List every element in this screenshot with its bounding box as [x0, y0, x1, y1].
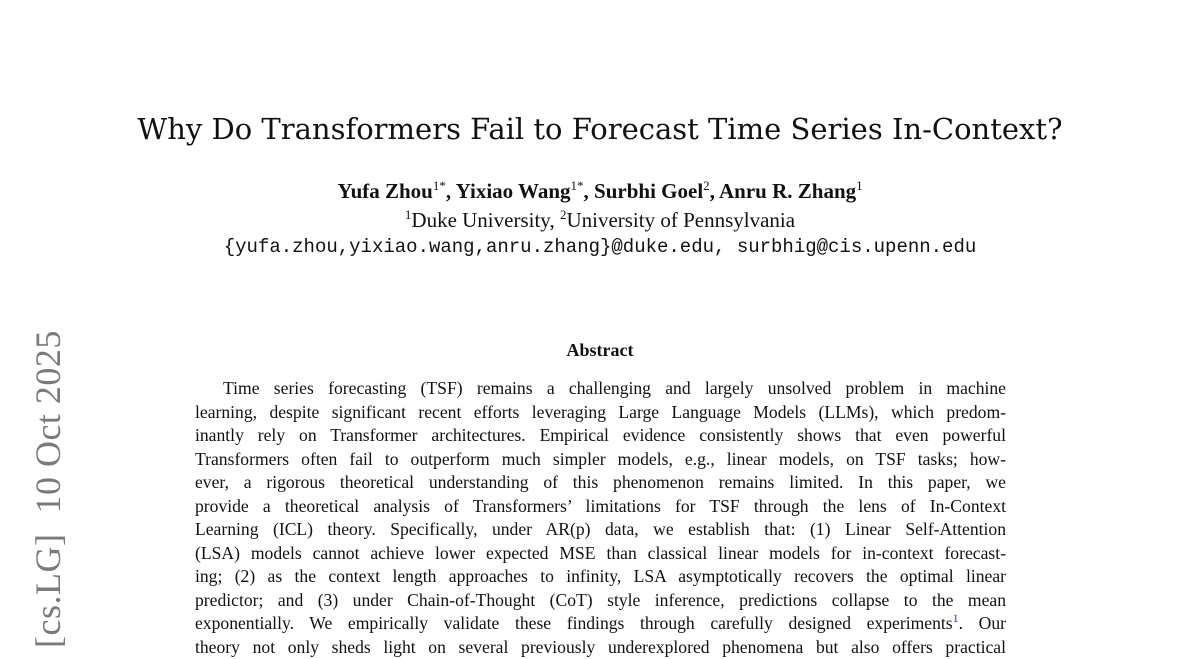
- affiliation-name: University of Pennsylvania: [566, 208, 795, 232]
- abstract-line: Learning (ICL) theory. Specifically, under AR(p) data, we establish that: (1) Linear Self-Attention: [195, 518, 1006, 542]
- abstract-line-tail: . Our: [959, 613, 1006, 633]
- author-mark: 1: [856, 178, 863, 193]
- abstract-line: learning, despite significant recent efforts leveraging Large Language Models (LLMs), which predom-: [195, 401, 1006, 425]
- author-name: Yixiao Wang: [456, 179, 571, 203]
- abstract-line-with-footnote: [195, 612, 1006, 636]
- abstract-line: predictor; and (3) under Chain-of-Thought (CoT) style inference, predictions collapse to the mean: [195, 589, 1006, 613]
- arxiv-sidebar-stamp: [24, 330, 72, 648]
- footnote-link[interactable]: 1: [953, 612, 959, 625]
- abstract-heading: Abstract: [0, 340, 1200, 361]
- abstract-line: theory not only sheds light on several previously underexplored phenomena but also offers practical: [195, 636, 1006, 659]
- author-mark: 1*: [433, 178, 446, 193]
- author-emails: {yufa.zhou,yixiao.wang,anru.zhang}@duke.edu, surbhig@cis.upenn.edu: [0, 236, 1200, 258]
- author-name: Yufa Zhou: [337, 179, 433, 203]
- abstract-line: Time series forecasting (TSF) remains a challenging and largely unsolved problem in machine: [195, 377, 1006, 401]
- arxiv-category: [cs.LG]: [28, 534, 68, 648]
- abstract-line: provide a theoretical analysis of Transformers’ limitations for TSF through the lens of In-Context: [195, 495, 1006, 519]
- abstract-line-text: exponentially. We empirically validate these findings through carefully designed experiments: [195, 613, 953, 633]
- author-name: Surbhi Goel: [594, 179, 703, 203]
- affiliation-mark: 1: [405, 207, 412, 222]
- abstract-line: ever, a rigorous theoretical understanding of this phenomenon remains limited. In this paper, we: [195, 471, 1006, 495]
- abstract-line: inantly rely on Transformer architectures. Empirical evidence consistently shows that even powerful: [195, 424, 1006, 448]
- author-mark: 1*: [571, 178, 584, 193]
- affiliation-mark: 2: [560, 207, 567, 222]
- paper-title: Why Do Transformers Fail to Forecast Time Series In-Context?: [0, 112, 1200, 146]
- abstract-line: (LSA) models cannot achieve lower expected MSE than classical linear models for in-context forecast-: [195, 542, 1006, 566]
- affiliation-name: Duke University: [411, 208, 549, 232]
- author-name: Anru R. Zhang: [719, 179, 856, 203]
- affiliations: $^1$Duke University, $^2$University of Pennsylvania: [0, 207, 1200, 233]
- abstract-line: Transformers often fail to outperform much simpler models, e.g., linear models, on TSF tasks; how-: [195, 448, 1006, 472]
- arxiv-date: 10 Oct 2025: [28, 330, 68, 513]
- abstract-line: ing; (2) as the context length approaches to infinity, LSA asymptotically recovers the optimal linear: [195, 565, 1006, 589]
- author-mark: 2: [703, 178, 710, 193]
- abstract-body: [195, 377, 1006, 659]
- author-list: Yufa Zhou$^{1*}$, Yixiao Wang$^{1*}$, Surbhi Goel$^2$, Anru R. Zhang$^1$: [0, 178, 1200, 204]
